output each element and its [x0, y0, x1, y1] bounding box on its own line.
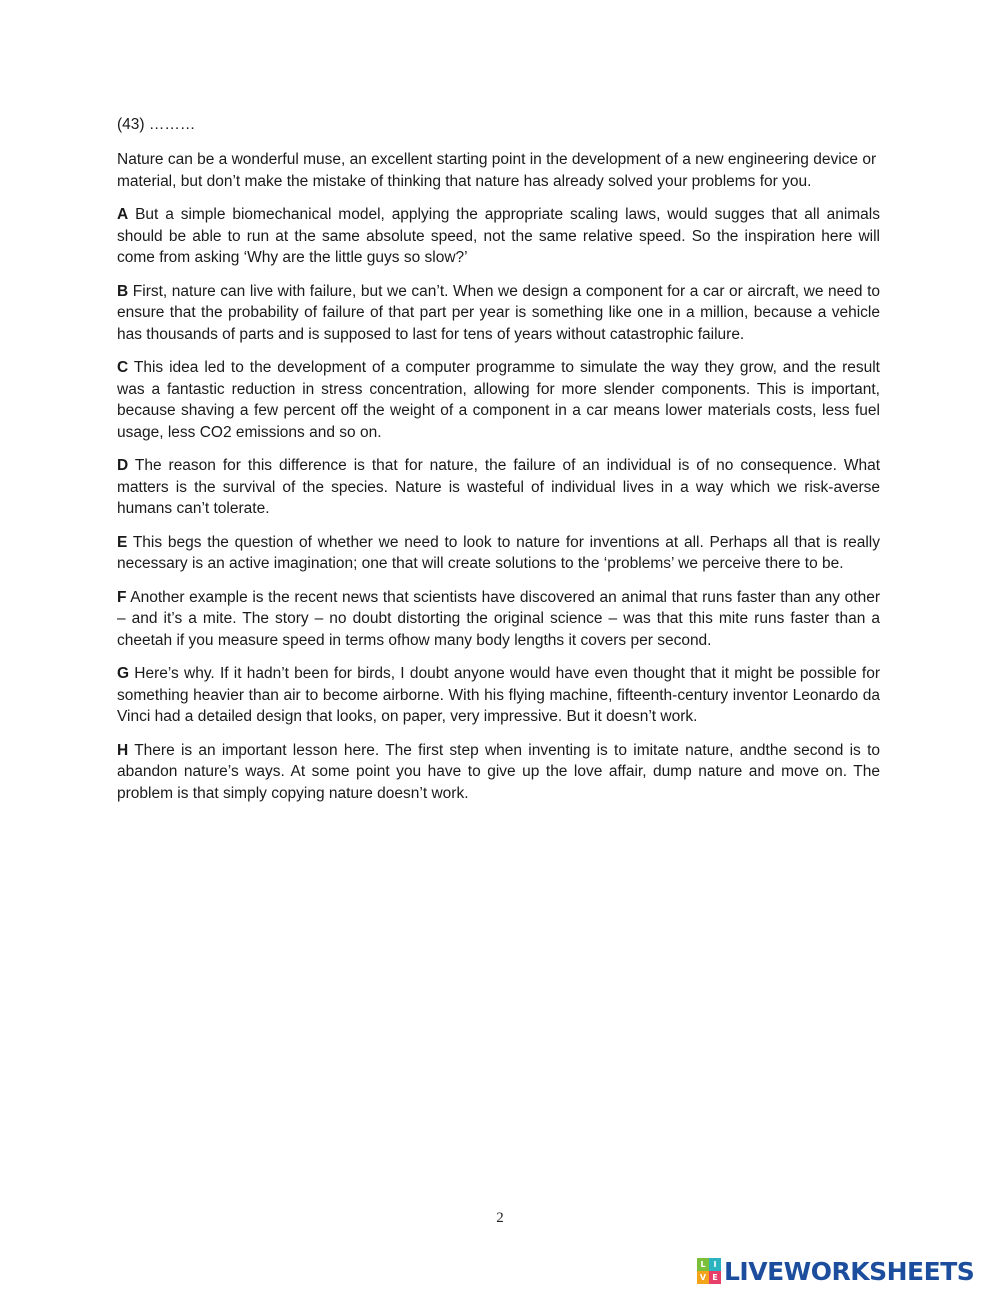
logo-letter: V — [697, 1271, 709, 1284]
option-letter: F — [117, 588, 127, 606]
option-text: But a simple biomechanical model, applying the appropriate scaling laws, would sugges that all animals should be able to run at the same absolute speed, not the same relative speed. So the inspiration here will come from asking ‘Why are the little guys so slow?’ — [117, 206, 880, 266]
option-h — [117, 740, 880, 805]
option-text: This idea led to the development of a computer programme to simulate the way they grow, and the result was a fantastic reduction in stress concentration, allowing for more slender components. This is important, because shaving a few percent off the weight of a component in a car means lower materials costs, less fuel usage, less CO2 emissions and so on. — [117, 359, 880, 441]
logo-letter: L — [697, 1258, 709, 1271]
option-text: Another example is the recent news that scientists have discovered an animal that runs faster than any other – and it’s a mite. The story – no doubt distorting the original science – was that this mite runs faster than a cheetah if you measure speed in terms ofhow many body lengths it covers per second. — [117, 588, 880, 649]
option-text: This begs the question of whether we need to look to nature for inventions at all. Perhaps all that is really necessary is an active imagination; one that will create solutions to the ‘problems’ we perceive there to be. — [117, 533, 880, 572]
brand-name: LIVEWORKSHEETS — [724, 1256, 975, 1286]
option-letter: B — [117, 282, 129, 300]
worksheet-content — [117, 114, 880, 816]
option-letter: A — [117, 206, 129, 223]
liveworksheets-logo-icon — [697, 1258, 721, 1284]
option-letter: H — [117, 741, 129, 759]
option-c — [117, 357, 880, 443]
option-b — [117, 281, 880, 346]
option-a — [117, 204, 880, 269]
question-number: (43) ……… — [117, 116, 196, 133]
option-letter: D — [117, 457, 129, 474]
option-text: Here’s why. If it hadn’t been for birds, I doubt anyone would have even thought that it might be possible for something heavier than air to become airborne. With his flying machine, fifteenth-century inventor Leonardo da Vinci had a detailed design that looks, on paper, very impressive. But it doesn’t work. — [117, 665, 880, 725]
option-text: First, nature can live with failure, but we can’t. When we design a component for a car or aircraft, we need to ensure that the probability of failure of that part per year is something like one in a million, because a vehicle has thousands of parts and is supposed to last for tens of years without catastrophic failure. — [117, 282, 881, 343]
option-letter: G — [117, 665, 130, 682]
option-e — [117, 532, 880, 575]
option-d — [117, 455, 880, 520]
option-g — [117, 663, 880, 728]
logo-letter: I — [709, 1258, 721, 1271]
page-number: 2 — [496, 1210, 504, 1226]
option-letter: E — [117, 533, 128, 551]
logo-letter: E — [709, 1271, 721, 1284]
option-text: The reason for this difference is that for nature, the failure of an individual is of no consequence. What matters is the survival of the species. Nature is wasteful of individual lives in a way which we risk-averse humans can’t tolerate. — [117, 457, 880, 517]
option-text: There is an important lesson here. The first step when inventing is to imitate nature, andthe second is to abandon nature’s ways. At some point you have to give up the love affair, dump nature and move on. The problem is that simply copying nature doesn’t work. — [117, 741, 880, 802]
option-f — [117, 587, 880, 652]
intro-paragraph: Nature can be a wonderful muse, an excellent starting point in the development of a new engineering device or material, but don’t make the mistake of thinking that nature has already solved your problems for you. — [117, 151, 877, 190]
option-letter: C — [117, 359, 129, 376]
liveworksheets-brand — [697, 1256, 974, 1286]
